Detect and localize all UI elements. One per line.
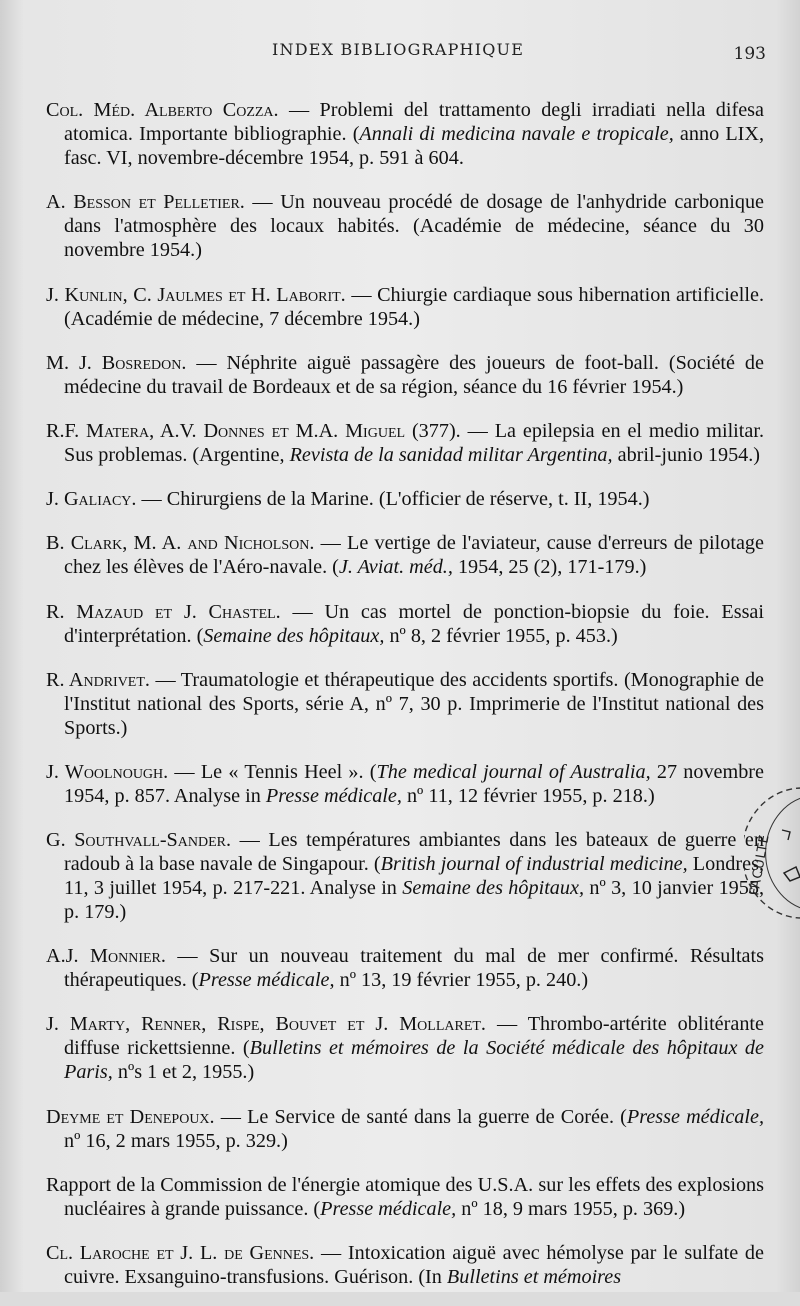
entry-text: — Les températures ambiantes dans les bateaux de guerre en radoub à la base navale de Singapour. ( [64, 829, 764, 876]
bibliography-entry [46, 419, 764, 467]
entry-text: — Thrombo-artérite oblitérante diffuse rickettsienne. ( [64, 1013, 764, 1060]
entry-text: abril-junio 1954.) [612, 443, 761, 466]
bibliography-entry [46, 944, 764, 992]
entry-text: — Néphrite aiguë passagère des joueurs de foot-ball. (Société de médecine du travail de Bordeaux et de sa région, séance du 16 février 1954.) [64, 351, 764, 398]
entry-author: J. Woolnough. [46, 760, 169, 783]
entry-author: G. Southvall-Sander. [46, 829, 232, 852]
bibliography-entry [46, 351, 764, 399]
entry-author: M. J. Bosredon. [46, 351, 187, 374]
running-title: INDEX BIBLIOGRAPHIQUE [272, 40, 525, 59]
page-number: 193 [733, 44, 766, 64]
entry-journal: Semaine des hôpitaux, [203, 624, 385, 647]
entry-text: nº 11, 12 février 1955, p. 218.) [401, 784, 655, 807]
bibliography-entry [46, 190, 764, 262]
entry-text: 27 novembre 1954, p. 857. Analyse in [64, 760, 764, 807]
entry-text: nºs 1 et 2, 1955.) [112, 1061, 255, 1084]
entry-author: B. Clark, M. A. and Nicholson. [46, 532, 315, 555]
entry-text: — Le Service de santé dans la guerre de Corée. ( [214, 1105, 627, 1128]
entry-text: — Problemi del trattamento degli irradiati nella difesa atomica. Importante bibliographie. ( [64, 99, 764, 146]
entry-journal: Bulletins et mémoires de la Société médicale des hôpitaux de Paris, [64, 1037, 764, 1084]
entry-journal: Annali di medicina navale e tropicale, [359, 123, 674, 146]
entry-text: (377). — La epilepsia en el medio militar. Sus problemas. (Argentine, [64, 419, 765, 466]
entry-journal: Presse médicale, [320, 1197, 457, 1220]
entry-journal: British journal of industrial medicine, [380, 853, 688, 876]
entry-author: A. Besson et Pelletier. [46, 191, 245, 214]
bibliography-list [46, 78, 764, 1306]
bibliography-entry [46, 1105, 764, 1153]
entry-journal: Semaine des hôpitaux, [402, 877, 584, 900]
bibliography-entry [46, 283, 764, 331]
bibliography-entry [46, 760, 764, 808]
entry-author: R.F. Matera, A.V. Donnes et M.A. Miguel [46, 419, 406, 442]
entry-author: R. Andrivet. [46, 668, 150, 691]
entry-author: J. Kunlin, C. Jaulmes et H. Laborit. [46, 283, 346, 306]
entry-journal: The medical journal of Australia, [376, 760, 651, 783]
entry-text: — Le « Tennis Heel ». ( [168, 760, 377, 783]
entry-text: — Un cas mortel de ponction-biopsie du foie. Essai d'interprétation. ( [64, 600, 764, 647]
entry-text: — Chirurgiens de la Marine. (L'officier de réserve, t. II, 1954.) [136, 488, 650, 511]
entry-journal: Revista de la sanidad militar Argentina, [289, 443, 613, 466]
entry-text: — Le vertige de l'aviateur, cause d'erreurs de pilotage chez les élèves de l'Aéro-navale. ( [64, 532, 764, 579]
entry-text: nº 18, 9 mars 1955, p. 369.) [456, 1197, 686, 1220]
entry-text: Rapport de la Commission de l'énergie atomique des U.S.A. sur les effets des explosions nucléaires à grande puissance. ( [46, 1173, 764, 1220]
entry-journal: Presse médicale, [265, 784, 402, 807]
bibliography-entry [46, 531, 764, 579]
entry-text: nº 16, 2 mars 1955, p. 329.) [64, 1129, 288, 1152]
entry-author: J. Galiacy. [46, 488, 137, 511]
bibliography-entry [46, 1012, 764, 1084]
bibliography-entry [46, 1173, 764, 1221]
entry-author: Cl. Laroche et J. L. de Gennes. [46, 1242, 315, 1264]
entry-text: — Intoxication aiguë avec hémolyse par le sulfate de cuivre. Exsanguino-transfusions. Guérison. (In [64, 1242, 764, 1288]
page-header [0, 38, 800, 68]
entry-text: — Sur un nouveau traitement du mal de mer confirmé. Résultats thérapeutiques. ( [64, 945, 764, 992]
bibliography-entry [46, 668, 764, 740]
bibliography-entry [46, 98, 764, 170]
bibliography-entry [46, 487, 764, 511]
library-stamp [744, 778, 800, 928]
entry-text: 1954, 25 (2), 171-179.) [452, 556, 647, 579]
entry-text: nº 8, 2 février 1955, p. 453.) [384, 624, 618, 647]
entry-text: Londres, 11, 3 juillet 1954, p. 217-221. Analyse in [64, 853, 764, 900]
entry-text: — Un nouveau procédé de dosage de l'anhydride carbonique dans l'atmosphère des locaux habités. (Académie de médecine, séance du 30 novembre 1954.) [64, 191, 764, 262]
entry-journal: Presse médicale, [626, 1105, 764, 1128]
bibliography-entry [46, 600, 764, 648]
bibliography-entry [46, 828, 764, 924]
entry-author: A.J. Monnier. [46, 945, 166, 968]
entry-author: Col. Méd. Alberto Cozza. [46, 99, 279, 122]
entry-text: anno LIX, fasc. VI, novembre-décembre 1954, p. 591 à 604. [64, 123, 765, 170]
entry-text: — Chiurgie cardiaque sous hibernation artificielle. (Académie de médecine, 7 décembre 1954.) [64, 283, 764, 330]
entry-journal: J. Aviat. méd., [338, 556, 453, 579]
entry-journal: Presse médicale, [198, 969, 335, 992]
entry-text: nº 3, 10 janvier 1955, p. 179.) [64, 877, 764, 924]
entry-author: Deyme et Denepoux. [46, 1105, 215, 1128]
entry-author: R. Mazaud et J. Chastel. [46, 600, 281, 623]
bibliography-entry [46, 1241, 764, 1289]
entry-text: nº 13, 19 février 1955, p. 240.) [334, 969, 589, 992]
entry-author: J. Marty, Renner, Rispe, Bouvet et J. Mollaret. [46, 1013, 486, 1036]
svg-text:FACULTÉ: FACULTÉ [747, 832, 773, 897]
entry-text: — Traumatologie et thérapeutique des accidents sportifs. (Monographie de l'Institut national des Sports, série A, nº 7, 30 p. Imprimerie de l'Institut national des Sports.) [64, 668, 764, 739]
entry-journal: Bulletins et mémoires [446, 1266, 622, 1288]
